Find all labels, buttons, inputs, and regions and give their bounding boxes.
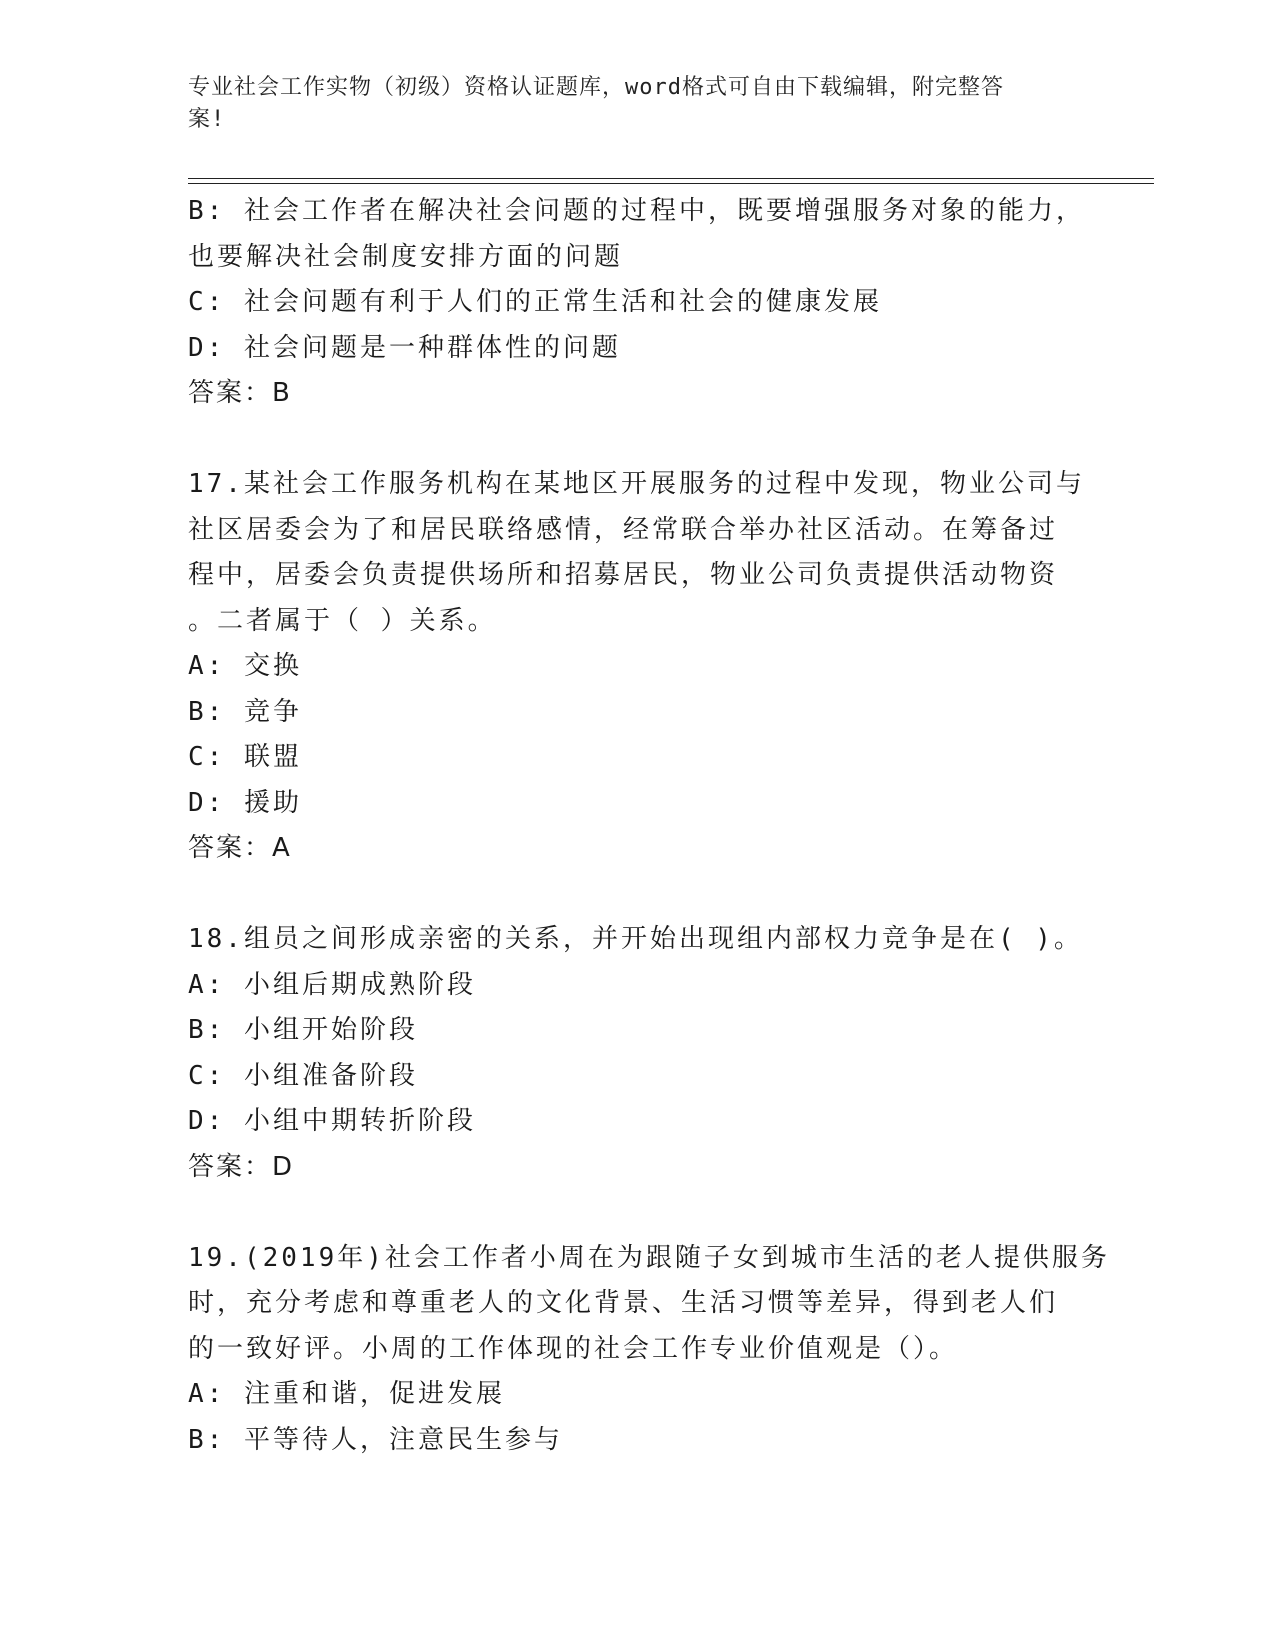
q17-stem-line-4: 。二者属于（ ）关系。: [188, 605, 497, 636]
question-content: [188, 189, 1110, 1463]
spacer: [188, 872, 1088, 918]
header-rule-top: [188, 178, 1154, 179]
q19-stem-line-3: 的一致好评。小周的工作体现的社会工作专业价值观是（）。: [188, 1333, 959, 1364]
q17-option-d: D: 援助: [188, 787, 302, 818]
q19-stem-line-1: 19.(2019年)社会工作者小周在为跟随子女到城市生活的老人提供服务: [188, 1242, 1110, 1273]
question-17: [188, 462, 1088, 872]
q17-stem-line-1: 17.某社会工作服务机构在某地区开展服务的过程中发现，物业公司与: [188, 469, 1085, 499]
q16-option-c: C: 社会问题有利于人们的正常生活和社会的健康发展: [188, 287, 882, 317]
q19-stem-line-2: 时，充分考虑和尊重老人的文化背景、生活习惯等差异，得到老人们: [188, 1288, 1059, 1318]
q18-stem-line-1: 18.组员之间形成亲密的关系，并开始出现组内部权力竞争是在( )。: [188, 924, 1083, 954]
q18-option-d: D: 小组中期转折阶段: [188, 1106, 476, 1136]
q19-option-b: B: 平等待人，注意民生参与: [188, 1424, 563, 1455]
q17-stem-line-2: 社区居委会为了和居民联络感情，经常联合举办社区活动。在筹备过: [188, 514, 1059, 545]
q17-answer: 答案：A: [188, 833, 292, 863]
q17-stem-line-3: 程中，居委会负责提供场所和招募居民，物业公司负责提供活动物资: [188, 560, 1059, 590]
q18-option-c: C: 小组准备阶段: [188, 1060, 418, 1091]
q16-answer: 答案：B: [188, 378, 292, 408]
q17-option-b: B: 竞争: [188, 696, 302, 727]
q16-option-d: D: 社会问题是一种群体性的问题: [188, 332, 621, 363]
q18-option-a: A: 小组后期成熟阶段: [188, 969, 476, 1000]
question-16: [188, 189, 1088, 417]
page-header: [188, 72, 1068, 136]
header-rule-bottom: [188, 183, 1154, 184]
header-line-2: 案!: [188, 107, 226, 132]
header-line-1: 专业社会工作实物（初级）资格认证题库，word格式可自由下载编辑，附完整答: [188, 75, 1004, 100]
question-19: [188, 1236, 1110, 1464]
q18-option-b: B: 小组开始阶段: [188, 1015, 418, 1045]
q17-option-c: C: 联盟: [188, 742, 302, 772]
q16-option-b-line-1: B: 社会工作者在解决社会问题的过程中，既要增强服务对象的能力，: [188, 196, 1085, 226]
question-18: [188, 917, 1088, 1190]
q17-option-a: A: 交换: [188, 651, 302, 681]
q18-answer: 答案：D: [188, 1151, 295, 1182]
q19-option-a: A: 注重和谐，促进发展: [188, 1379, 505, 1409]
spacer: [188, 1190, 1088, 1236]
spacer: [188, 417, 1088, 463]
q16-option-b-line-2: 也要解决社会制度安排方面的问题: [188, 241, 624, 272]
